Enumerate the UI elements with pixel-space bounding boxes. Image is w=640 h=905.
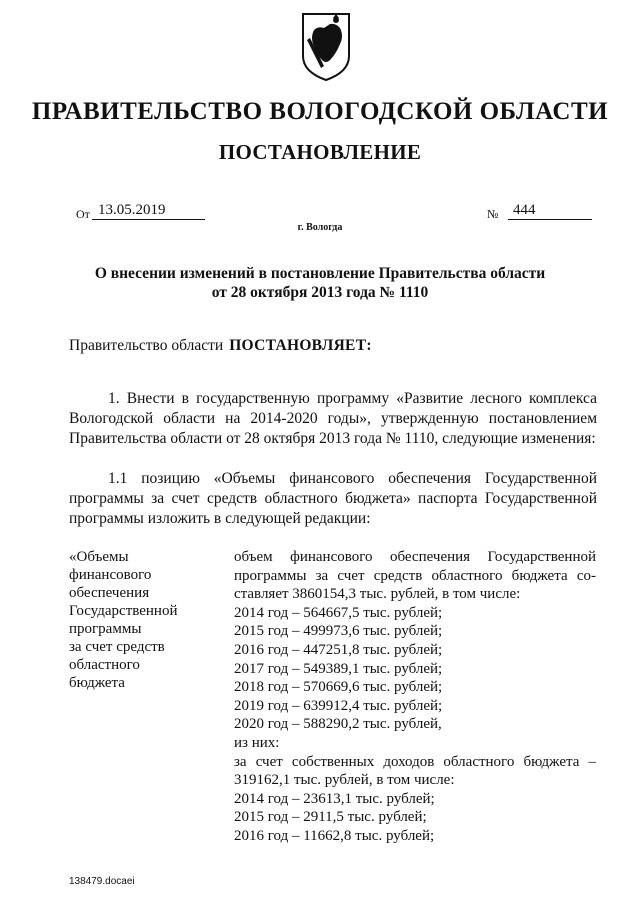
file-name-footer: 138479.docaei [69,876,135,887]
left-line: «Объемы [69,549,129,565]
document-date: 13.05.2019 [92,201,205,220]
own-income-line: за счет собственных доходов областного бюджета – [234,753,596,770]
subject-line-2: от 28 октября 2013 года № 1110 [211,284,429,301]
government-title: ПРАВИТЕЛЬСТВО ВОЛОГОДСКОЙ ОБЛАСТИ [31,98,609,125]
document-type: ПОСТАНОВЛЕНИЕ [218,140,422,164]
paragraph-1: 1. Внести в государственную программу «Развитие лесного комплекса Вологодской области на 2014-2020 годы», утвержденную постановлением Правительства области от 28 октября 2013 года № 1110, следующие изменения: [69,390,597,447]
own-income-line: 319162,1 тыс. рублей, в том числе: [234,772,455,789]
decree-statement [69,337,372,355]
of-them-label: из них: [234,734,280,751]
left-line: бюджета [69,675,125,691]
left-line: за счет средств [69,639,165,655]
year-total-line: 2014 год – 564667,5 тыс. рублей; [234,604,443,621]
left-line: Государственной [69,603,178,619]
year-own-line: 2015 год – 2911,5 тыс. рублей; [234,809,427,826]
intro-line-last: ставляет 3860154,3 тыс. рублей, в том числе: [234,586,521,603]
subject-line-1: О внесении изменений в постановление Правительства области [94,265,546,282]
year-own-line: 2016 год – 11662,8 тыс. рублей; [234,827,435,844]
city-label: г. Вологда [297,222,343,233]
year-total-line: 2018 год – 570669,6 тыс. рублей; [234,679,443,696]
table-right-column [234,548,596,846]
year-total-line: 2017 год – 549389,1 тыс. рублей; [234,660,443,677]
left-line: обеспечения [69,585,150,601]
paragraph-1-1: 1.1 позицию «Объемы финансового обеспечения Государственной программы за счет средств областного бюджета» паспорта Государственной программы изложить в следующей редакции: [69,470,597,527]
date-prefix: От [76,207,90,221]
intro-line: объем финансового обеспечения Государственной [234,549,596,565]
decree-verb: ПОСТАНОВЛЯЕТ: [229,337,372,354]
decree-prefix: Правительство области [69,337,224,354]
left-line: программы [69,621,142,637]
left-line: финансового [69,567,152,583]
year-total-line: 2019 год – 639912,4 тыс. рублей; [234,697,443,714]
year-total-line: 2020 год – 588290,2 тыс. рублей, [234,716,442,733]
coat-of-arms-emblem [300,10,352,82]
intro-line: программы за счет средств областного бюджета со- [234,567,596,584]
year-total-line: 2015 год – 499973,6 тыс. рублей; [234,623,443,640]
document-number: 444 [508,201,592,220]
number-prefix: № [487,207,499,221]
left-line: областного [69,657,140,673]
year-own-line: 2014 год – 23613,1 тыс. рублей; [234,790,435,807]
document-subject [0,264,640,302]
year-total-line: 2016 год – 447251,8 тыс. рублей; [234,641,443,658]
table-left-column [69,548,219,692]
